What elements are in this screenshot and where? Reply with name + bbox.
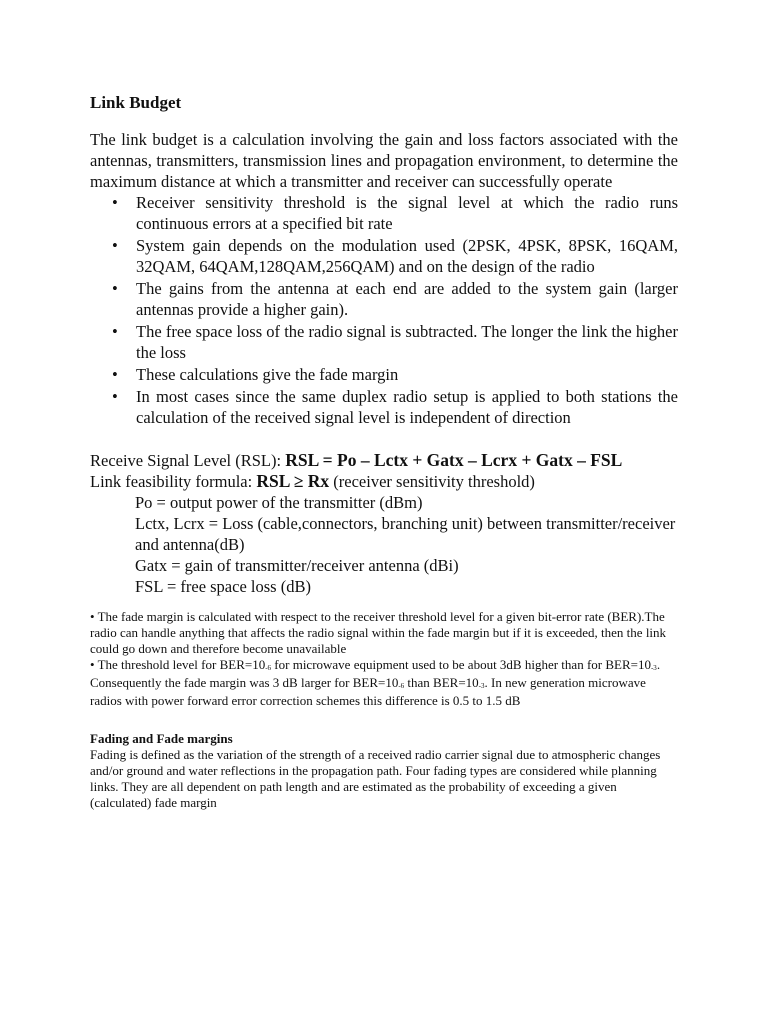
rsl-label: Receive Signal Level (RSL): xyxy=(90,451,286,470)
intro-paragraph: The link budget is a calculation involving the gain and loss factors associated with the antennas, transmitters, transmission lines and propagation environment, to determine the maximum distance at which a transmitter and receiver can successfully operate xyxy=(90,130,678,191)
fade-margin-note: • The fade margin is calculated with respect to the receiver threshold level for a given bit-error rate (BER).The radio can handle anything that affects the radio signal within the fade margin but if it is exceeded, then the link could go down and therefore become unavailable xyxy=(90,609,667,656)
rsl-formula: RSL = Po – Lctx + Gatx – Lcrx + Gatx – FSL xyxy=(285,450,623,470)
note-text: • The threshold level for BER=10 xyxy=(90,657,266,672)
list-item xyxy=(112,278,678,320)
feasibility-formula: RSL ≥ Rx xyxy=(256,471,330,491)
note-exponent: -3 xyxy=(650,664,657,672)
note-text: . Consequently the fade margin was 3 dB larger for BER=10 xyxy=(90,657,661,690)
list-item-text: In most cases since the same duplex radio setup is applied to both stations the calculation of the received signal level is independent of direction xyxy=(136,387,678,427)
bullet-list xyxy=(90,192,678,428)
note-text: than BER=10 xyxy=(404,675,479,690)
list-item-text: The free space loss of the radio signal is subtracted. The longer the link the higher the loss xyxy=(136,322,678,362)
list-item-text: These calculations give the fade margin xyxy=(136,365,399,384)
bullet-icon: • xyxy=(112,279,118,298)
list-item xyxy=(112,364,678,385)
list-item-text: System gain depends on the modulation used (2PSK, 4PSK, 8PSK, 16QAM, 32QAM, 64QAM,128QAM,256QAM) and on the design of the radio xyxy=(136,236,678,276)
section-heading: Fading and Fade margins xyxy=(90,731,233,746)
note-exponent: -3 xyxy=(478,682,485,690)
section-paragraph: Fading is defined as the variation of the strength of a received radio carrier signal due to atmospheric changes and/or ground and water reflections in the propagation path. Four fading types are considered while planning links. They are all dependent on path length and are estimated as the probability of exceeding a given (calculated) fade margin xyxy=(90,747,661,810)
definitions-list xyxy=(90,492,678,597)
list-item-text: Receiver sensitivity threshold is the signal level at which the radio runs continuous errors at a specified bit rate xyxy=(136,193,678,233)
list-item xyxy=(112,235,678,277)
note-exponent: -6 xyxy=(265,664,272,672)
list-item xyxy=(112,321,678,363)
note-exponent: -6 xyxy=(398,682,405,690)
threshold-note xyxy=(90,657,678,709)
bullet-icon: • xyxy=(112,365,118,384)
rsl-line xyxy=(90,450,678,471)
note-text: . In new generation microwave radios with power forward error correction schemes this difference is 0.5 to 1.5 dB xyxy=(90,675,646,708)
definition-item: Gatx = gain of transmitter/receiver antenna (dBi) xyxy=(135,556,459,575)
bullet-icon: • xyxy=(112,236,118,255)
list-item xyxy=(112,192,678,234)
note-text: for microwave equipment used to be about 3dB higher than for BER=10 xyxy=(271,657,651,672)
bullet-icon: • xyxy=(112,193,118,212)
definition-item: Lctx, Lcrx = Loss (cable,connectors, branching unit) between transmitter/receiver and antenna(dB) xyxy=(135,514,676,554)
feasibility-label: Link feasibility formula: xyxy=(90,472,257,491)
bullet-icon: • xyxy=(112,387,118,406)
formula-block xyxy=(90,450,678,597)
list-item xyxy=(112,386,678,428)
bullet-icon: • xyxy=(112,322,118,341)
definition-item: Po = output power of the transmitter (dBm) xyxy=(135,493,423,512)
feasibility-line xyxy=(90,471,678,492)
notes-block xyxy=(90,609,678,709)
document-page xyxy=(90,90,678,811)
definition-item: FSL = free space loss (dB) xyxy=(135,577,311,596)
page-title: Link Budget xyxy=(90,93,182,112)
feasibility-note: (receiver sensitivity threshold) xyxy=(329,472,535,491)
list-item-text: The gains from the antenna at each end are added to the system gain (larger antennas provide a higher gain). xyxy=(136,279,678,319)
